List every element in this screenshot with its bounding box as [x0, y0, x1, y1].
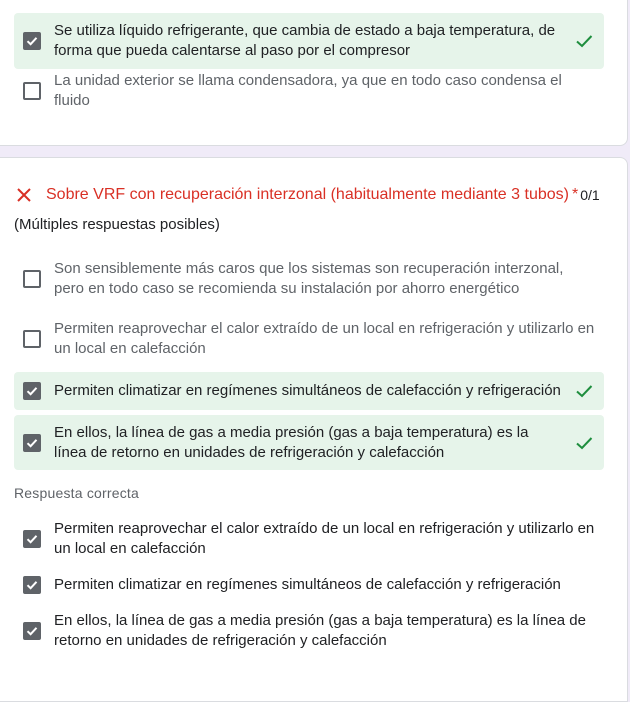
- question-title-text: Sobre VRF con recuperación interzonal (habitualmente mediante 3 tubos): [46, 186, 569, 203]
- checkbox-checked-icon: [23, 530, 41, 548]
- checkbox-checked-icon[interactable]: [23, 32, 41, 50]
- check-icon: [572, 431, 596, 455]
- option-label: Permiten climatizar en regímenes simultáneos de calefacción y refrigeración: [54, 576, 561, 593]
- required-asterisk: *: [571, 186, 579, 203]
- option-label: En ellos, la línea de gas a media presión (gas a baja temperatura) es la línea de retorno en unidades de refrigeración y calefacción: [54, 612, 586, 649]
- option-label: Permiten climatizar en regímenes simultáneos de calefacción y refrigeración: [54, 382, 561, 399]
- correct-answer-label: Respuesta correcta: [14, 485, 139, 501]
- option-label: Permiten reaprovechar el calor extraído de un local en refrigeración y utilizarlo en un local en calefacción: [54, 320, 595, 357]
- correct-answer-1: [14, 518, 604, 560]
- correct-answer-3: [14, 610, 604, 652]
- option-label: En ellos, la línea de gas a media presión (gas a baja temperatura) es la línea de retorno en unidades de refrigeración y calefacción: [54, 423, 529, 461]
- option-label: Son sensiblemente más caros que los sistemas son recuperación interzonal, pero en todo caso se recomienda su instalación por ahorro energético: [54, 260, 564, 297]
- question-hint: (Múltiples respuestas posibles): [14, 216, 220, 233]
- option-1[interactable]: [14, 258, 604, 300]
- prev-option-1[interactable]: [14, 13, 604, 69]
- question-title: [14, 184, 626, 206]
- checkbox-checked-icon: [23, 576, 41, 594]
- checkbox-unchecked-icon[interactable]: [23, 82, 41, 100]
- question-score: 0/1: [580, 187, 600, 203]
- checkbox-unchecked-icon[interactable]: [23, 330, 41, 348]
- option-4[interactable]: [14, 415, 604, 470]
- prev-option-2[interactable]: [14, 74, 604, 108]
- check-icon: [572, 29, 596, 53]
- checkbox-checked-icon[interactable]: [23, 434, 41, 452]
- check-icon: [572, 379, 596, 403]
- option-3[interactable]: [14, 372, 604, 410]
- option-label: Permiten reaprovechar el calor extraído de un local en refrigeración y utilizarlo en un local en calefacción: [54, 520, 595, 557]
- option-label: La unidad exterior se llama condensadora, ya que en todo caso condensa el fluido: [54, 72, 562, 109]
- option-2[interactable]: [14, 318, 604, 360]
- checkbox-checked-icon[interactable]: [23, 382, 41, 400]
- checkbox-checked-icon: [23, 622, 41, 640]
- correct-answer-2: [14, 574, 604, 596]
- close-icon: [14, 185, 34, 205]
- checkbox-unchecked-icon[interactable]: [23, 270, 41, 288]
- option-label: Se utiliza líquido refrigerante, que cambia de estado a baja temperatura, de forma que pueda calentarse al paso por el compresor: [54, 22, 556, 59]
